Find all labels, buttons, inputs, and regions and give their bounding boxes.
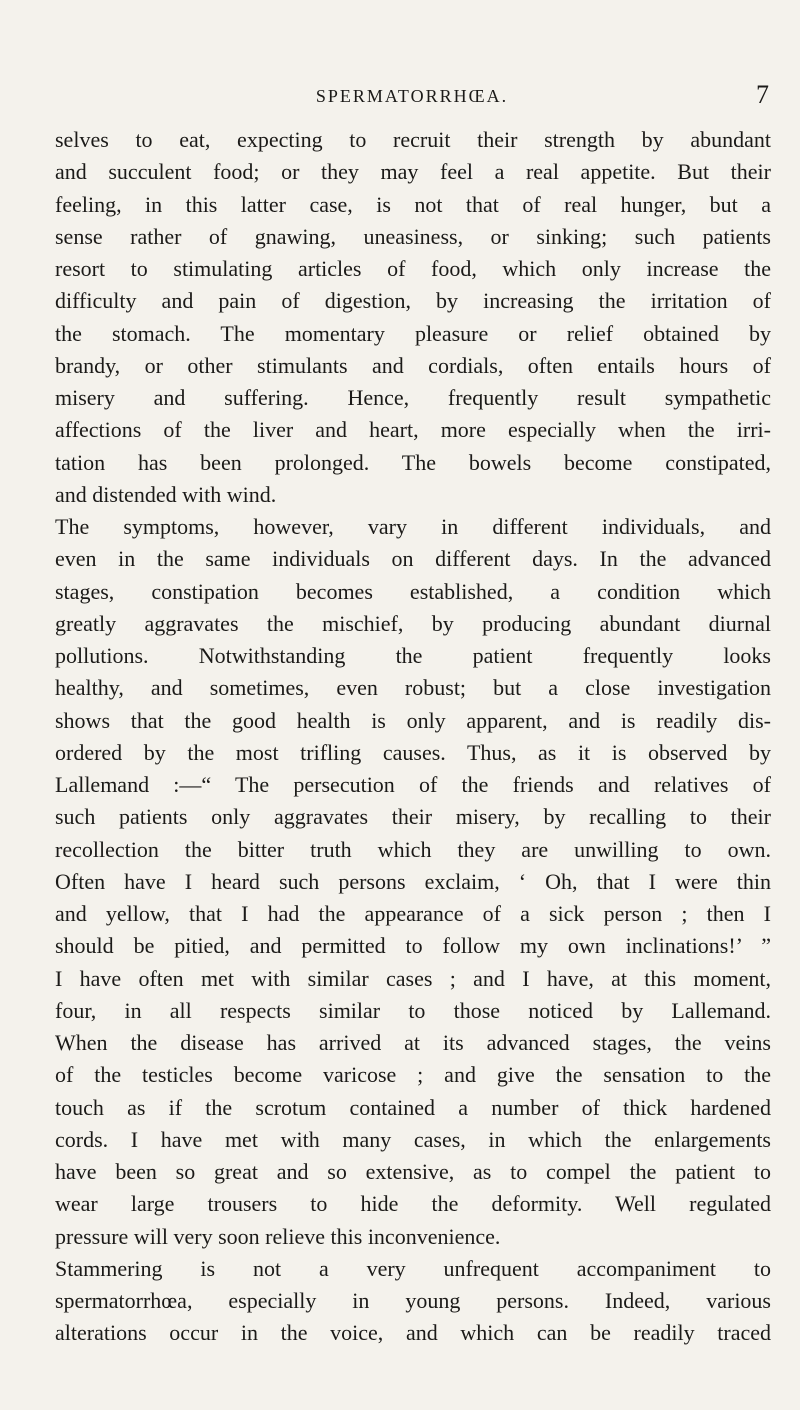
text-line: I have often met with similar cases ; and I have, at this moment, — [55, 965, 771, 991]
text-line: feeling, in this latter case, is not that of real hunger, but a — [55, 191, 771, 217]
text-line: the stomach. The momentary pleasure or relief obtained by — [55, 320, 771, 346]
text-line: ordered by the most trifling causes. Thus, as it is observed by — [55, 739, 771, 765]
text-line: recollection the bitter truth which they are unwilling to own. — [55, 836, 771, 862]
text-line: alterations occur in the voice, and which can be readily traced — [55, 1320, 771, 1346]
running-head — [55, 80, 769, 112]
text-line: spermatorrhœa, especially in young persons. Indeed, various — [55, 1288, 771, 1313]
text-line: Often have I heard such persons exclaim, ‘ Oh, that I were thin — [55, 868, 771, 894]
text-line: sense rather of gnawing, uneasiness, or sinking; such patients — [55, 223, 771, 249]
text-line: pressure will very soon relieve this inconvenience. — [55, 1223, 501, 1249]
text-line: wear large trousers to hide the deformity. Well regulated — [55, 1191, 771, 1217]
text-line: and distended with wind. — [55, 481, 277, 507]
page-number: 7 — [756, 80, 769, 109]
text-line: cords. I have met with many cases, in which the enlargements — [55, 1126, 771, 1152]
text-line: healthy, and sometimes, even robust; but a close investigation — [55, 675, 771, 701]
text-line: greatly aggravates the mischief, by producing abundant diurnal — [55, 610, 771, 636]
text-line: The symptoms, however, vary in different individuals, and — [55, 514, 771, 539]
text-line: have been so great and so extensive, as to compel the patient to — [55, 1159, 771, 1184]
text-line: misery and suffering. Hence, frequently result sympathetic — [55, 385, 771, 410]
text-line: Stammering is not a very unfrequent accompaniment to — [55, 1255, 771, 1281]
body-text — [55, 124, 771, 1350]
text-line: selves to eat, expecting to recruit their strength by abundant — [55, 127, 771, 152]
text-line: resort to stimulating articles of food, which only increase the — [55, 256, 771, 281]
text-line: difficulty and pain of digestion, by increasing the irritation of — [55, 288, 771, 314]
text-line: stages, constipation becomes established, a condition which — [55, 578, 771, 604]
text-line: and yellow, that I had the appearance of a sick person ; then I — [55, 901, 771, 926]
text-line: such patients only aggravates their misery, by recalling to their — [55, 804, 771, 830]
text-line: When the disease has arrived at its advanced stages, the veins — [55, 1030, 771, 1055]
text-line: shows that the good health is only apparent, and is readily dis- — [55, 707, 771, 733]
text-line: Lallemand :—“ The persecution of the friends and relatives of — [55, 772, 771, 797]
text-line: tation has been prolonged. The bowels become constipated, — [55, 449, 771, 475]
text-line: should be pitied, and permitted to follow my own inclinations!’ ” — [55, 933, 771, 959]
text-line: touch as if the scrotum contained a number of thick hardened — [55, 1094, 771, 1120]
text-line: and succulent food; or they may feel a real appetite. But their — [55, 159, 771, 185]
text-line: four, in all respects similar to those noticed by Lallemand. — [55, 997, 771, 1023]
text-line: affections of the liver and heart, more especially when the irri- — [55, 417, 771, 443]
running-title: SPERMATORRHŒA. — [315, 86, 509, 106]
text-line: of the testicles become varicose ; and give the sensation to the — [55, 1062, 771, 1088]
text-line: even in the same individuals on different days. In the advanced — [55, 546, 771, 572]
text-line: pollutions. Notwithstanding the patient frequently looks — [55, 643, 771, 668]
text-line: brandy, or other stimulants and cordials, often entails hours of — [55, 352, 771, 378]
